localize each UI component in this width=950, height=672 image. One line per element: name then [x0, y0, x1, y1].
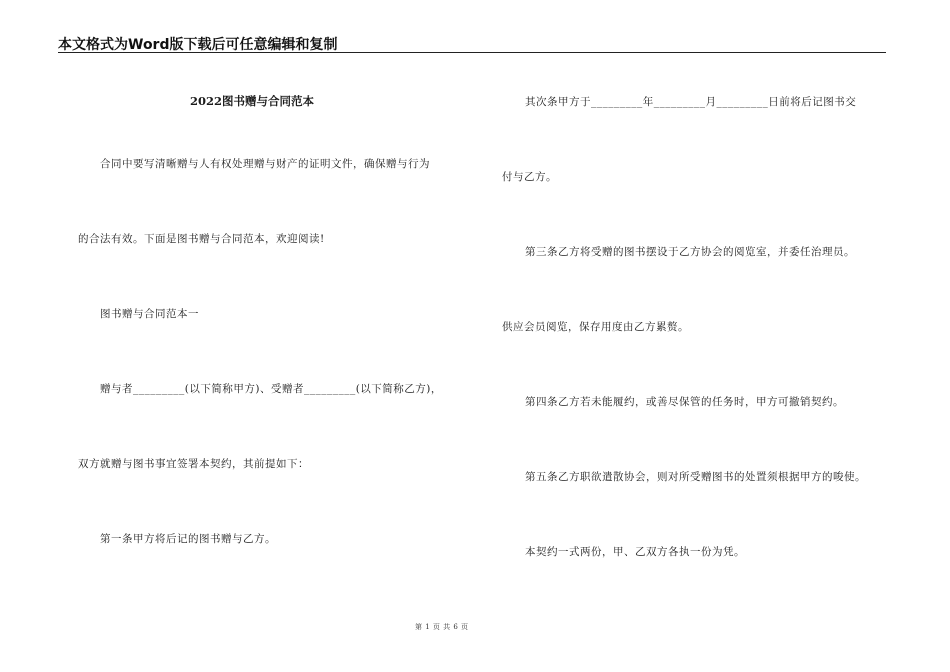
- document-title: 2022图书赠与合同范本: [190, 94, 315, 108]
- right-paragraph-line-4: 供应会员阅览，保存用度由乙方累赘。: [502, 321, 689, 333]
- header-divider: [58, 52, 886, 53]
- left-paragraph-line-2: 的合法有效。下面是图书赠与合同范本，欢迎阅读!: [78, 233, 325, 245]
- right-paragraph-line-1: 其次条甲方于_________年_________月_________日前将后记图书交: [525, 96, 857, 108]
- page-number-footer: 第 1 页 共 6 页: [415, 623, 469, 631]
- left-paragraph-line-4: 双方就赠与图书事宜签署本契约，其前提如下：: [78, 458, 309, 470]
- document-header-banner: 本文格式为Word版下载后可任意编辑和复制: [58, 37, 338, 53]
- left-paragraph-line-5: 第一条甲方将后记的图书赠与乙方。: [100, 533, 276, 545]
- left-section-heading: 图书赠与合同范本一: [100, 308, 199, 320]
- right-paragraph-line-7: 本契约一式两份，甲、乙双方各执一份为凭。: [525, 546, 745, 558]
- left-paragraph-line-3: 赠与者_________(以下简称甲方)、受赠者_________(以下简称乙方)，: [100, 383, 442, 395]
- right-paragraph-line-3: 第三条乙方将受赠的图书摆设于乙方协会的阅览室，并委任治理员。: [525, 246, 855, 258]
- left-paragraph-line-1: 合同中要写清晰赠与人有权处理赠与财产的证明文件，确保赠与行为: [100, 158, 430, 170]
- right-paragraph-line-5: 第四条乙方若未能履约，或善尽保管的任务时，甲方可撤销契约。: [525, 396, 844, 408]
- right-paragraph-line-6: 第五条乙方职欲遣散协会，则对所受赠图书的处置须根据甲方的唆使。: [525, 471, 866, 483]
- right-paragraph-line-2: 付与乙方。: [502, 171, 557, 183]
